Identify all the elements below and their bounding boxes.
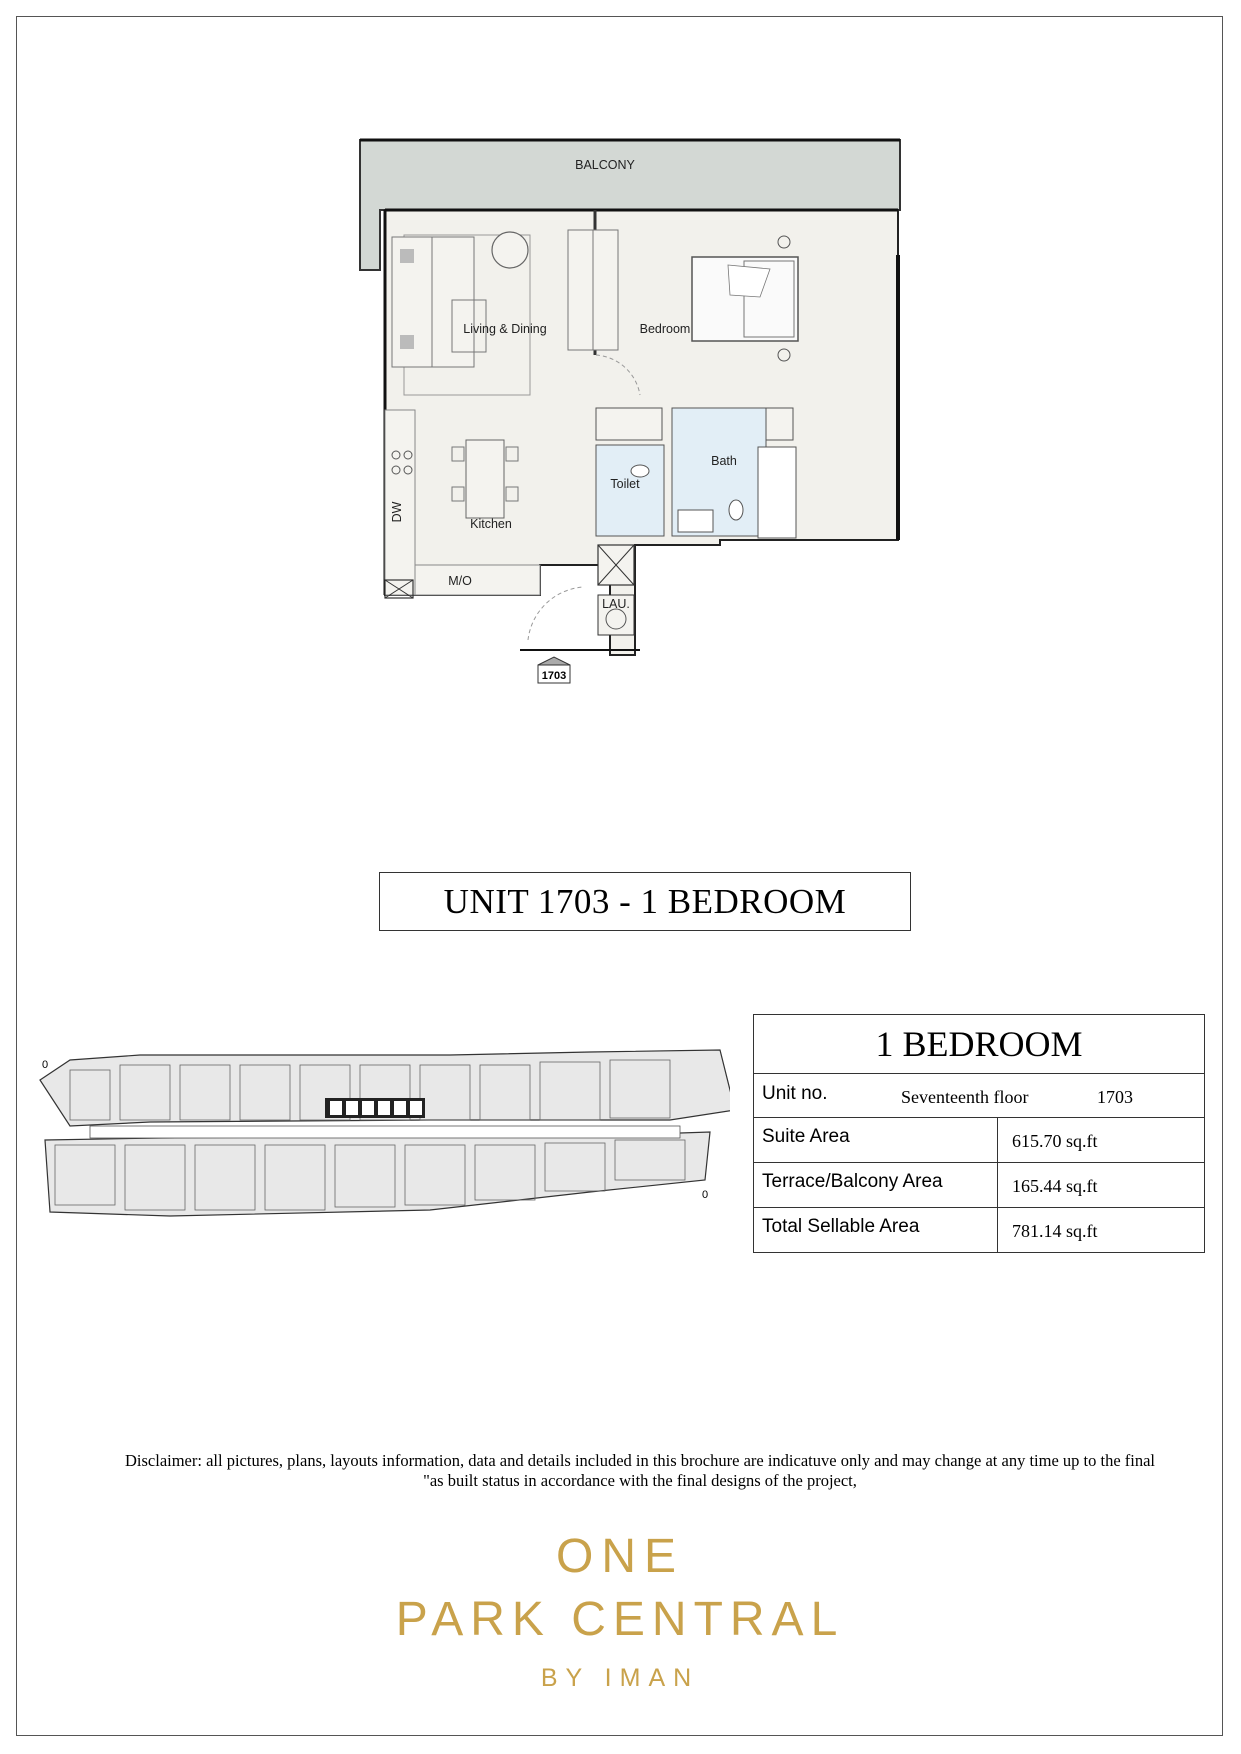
microwave-label: M/O [448, 574, 472, 588]
entry-tag-number: 1703 [541, 670, 567, 682]
dishwasher-label: DW [390, 501, 404, 523]
balcony-area-value: 165.44 sq.ft [1012, 1176, 1098, 1196]
spec-heading: 1 BEDROOM [754, 1015, 1204, 1074]
total-area-row [754, 1208, 1204, 1252]
laundry-label: LAU. [602, 597, 630, 611]
brand-line-by-iman: BY IMAN [540, 1664, 700, 1692]
balcony-label: BALCONY [575, 158, 635, 172]
brand-logo [330, 1530, 910, 1693]
floor-value: Seventeenth floor [901, 1087, 1029, 1107]
total-area-value: 781.14 sq.ft [1012, 1221, 1098, 1241]
total-area-label: Total Sellable Area [754, 1208, 998, 1252]
living-dining-label: Living & Dining [463, 322, 547, 336]
unit-title: UNIT 1703 - 1 BEDROOM [379, 872, 911, 931]
wc [631, 465, 649, 477]
disclaimer-line-1: Disclaimer: all pictures, plans, layouts information, data and details included in this brochure are indicatuve only and may change at any time up to the final [124, 1451, 1156, 1470]
dining-table [466, 440, 504, 518]
spec-table [753, 1014, 1205, 1253]
spec-unit-row [754, 1074, 1204, 1118]
basin [678, 510, 713, 532]
suite-area-label: Suite Area [754, 1118, 998, 1162]
disclaimer-line-2: "as built status in accordance with the final designs of the project, [423, 1471, 857, 1490]
suite-area-value: 615.70 sq.ft [1012, 1131, 1098, 1151]
wardrobe [596, 408, 662, 440]
key-plan-marker-left: 0 [42, 1059, 49, 1071]
brand-line-one: ONE [555, 1530, 684, 1583]
armchair [492, 232, 528, 268]
brand-line-park-central: PARK CENTRAL [395, 1593, 845, 1646]
balcony-area-label: Terrace/Balcony Area [754, 1163, 998, 1207]
balcony-area-row [754, 1163, 1204, 1208]
corridor [90, 1126, 680, 1138]
kitchen-counter-bottom [415, 565, 540, 595]
suite-area-row [754, 1118, 1204, 1163]
kitchen-label: Kitchen [470, 517, 512, 531]
key-plan-marker-right: 0 [702, 1189, 709, 1201]
key-plan [30, 1040, 730, 1230]
bedroom-label: Bedroom [639, 322, 691, 336]
unit-number-value: 1703 [1097, 1087, 1133, 1107]
disclaimer [60, 1451, 1220, 1491]
floor-plan [300, 125, 920, 785]
shower [758, 447, 796, 538]
building-outline-lower [45, 1132, 710, 1216]
unit-number-label: Unit no. [762, 1083, 828, 1104]
wc [729, 500, 743, 520]
bath-label: Bath [711, 454, 737, 468]
toilet-label: Toilet [610, 477, 640, 491]
